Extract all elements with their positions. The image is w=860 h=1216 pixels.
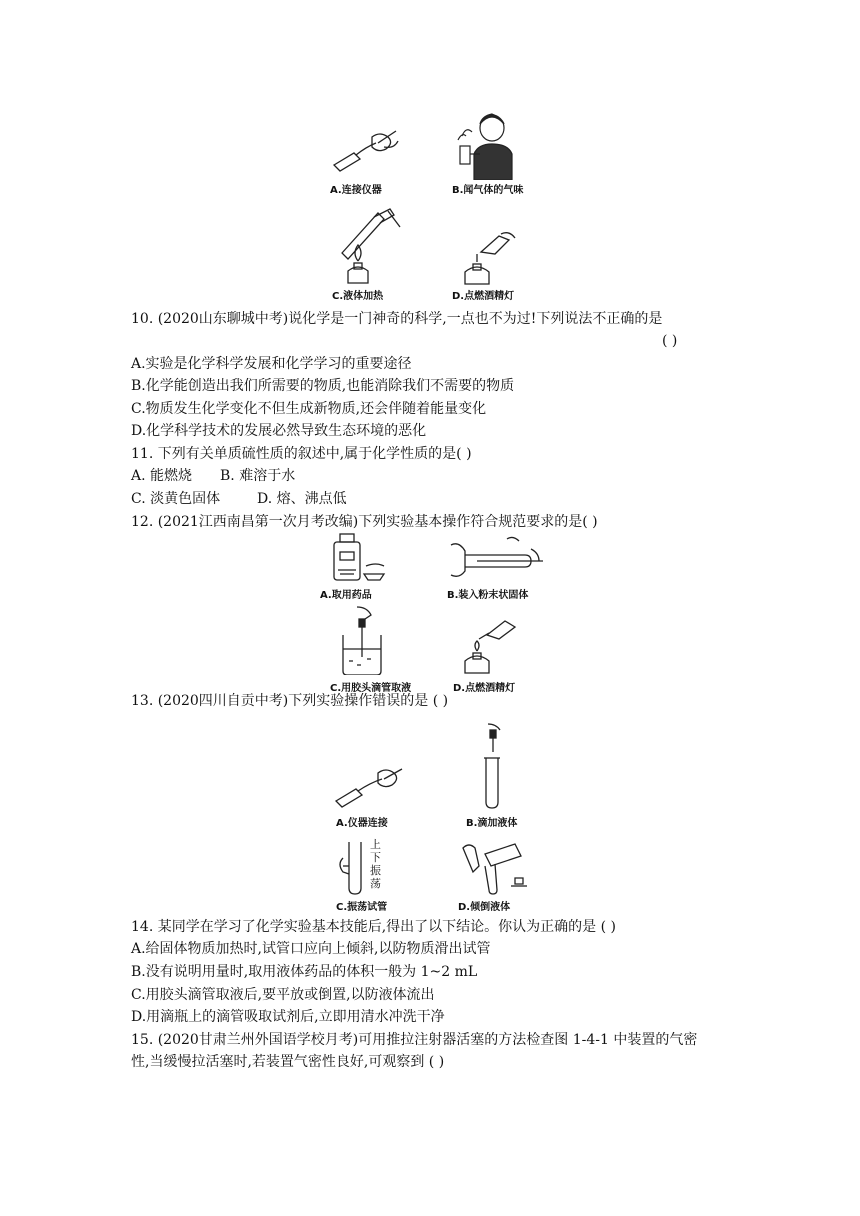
q11-option-a: A. 能燃烧: [131, 468, 193, 484]
q10-option-b: B.化学能创造出我们所需要的物质,也能消除我们不需要的物质: [131, 378, 515, 394]
q14-option-c: C.用胶头滴管取液后,要平放或倒置,以防液体流出: [131, 987, 435, 1003]
figure-light-lamp: [455, 230, 525, 285]
figure-shake-tube: [335, 838, 375, 896]
q10-option-a: A.实验是化学科学发展和化学学习的重要途径: [131, 356, 412, 372]
figure-dropper-take-liquid: [335, 605, 395, 675]
figure-drop-liquid: [470, 722, 520, 810]
shake-label-char: 上: [370, 838, 381, 851]
question-10-stem: 10. (2020山东聊城中考)说化学是一门神奇的科学,一点也不为过!下列说法不正确的是: [131, 311, 663, 327]
caption-q12-c: C.用胶头滴管取液: [330, 683, 412, 694]
q10-option-d: D.化学科学技术的发展必然导致生态环境的恶化: [131, 423, 427, 439]
figure-pour-liquid: [455, 838, 535, 896]
question-13-stem: 13. (2020四川自贡中考)下列实验操作错误的是 ( ): [131, 693, 449, 709]
caption-q12-b: B.装入粉末状固体: [447, 590, 529, 601]
caption-q9-c: C.液体加热: [332, 291, 384, 302]
q14-option-d: D.用滴瓶上的滴管吸取试剂后,立即用清水冲洗干净: [131, 1009, 445, 1025]
caption-q9-a: A.连接仪器: [330, 185, 382, 196]
question-15-stem-line-1: 15. (2020甘肃兰州外国语学校月考)可用推拉注射器活塞的方法检查图 1-4-1 中装置的气密: [131, 1032, 698, 1048]
shake-label-char: 振: [370, 864, 381, 877]
q11-option-d: D. 熔、沸点低: [257, 491, 347, 507]
caption-q13-a: A.仪器连接: [336, 818, 388, 829]
figure-take-medicine: [330, 530, 390, 582]
question-10-answer-paren: ( ): [662, 333, 678, 349]
question-14-stem: 14. 某同学在学习了化学实验基本技能后,得出了以下结论。你认为正确的是 ( ): [131, 919, 616, 935]
q11-option-b: B. 难溶于水: [220, 468, 296, 484]
shake-label-char: 下: [370, 851, 381, 864]
q10-option-c: C.物质发生化学变化不但生成新物质,还会伴随着能量变化: [131, 401, 487, 417]
shake-direction-label: [370, 838, 384, 890]
figure-smell-gas: [448, 110, 528, 180]
q14-option-b: B.没有说明用量时,取用液体药品的体积一般为 1~2 mL: [131, 964, 478, 980]
figure-load-powder: [447, 535, 547, 580]
figure-light-lamp-2: [455, 615, 525, 675]
figure-heat-liquid: [328, 205, 408, 285]
question-11-stem: 11. 下列有关单质硫性质的叙述中,属于化学性质的是( ): [131, 446, 472, 462]
caption-q12-d: D.点燃酒精灯: [453, 683, 516, 694]
figure-connect-instrument: [326, 125, 406, 175]
shake-label-char: 荡: [370, 877, 381, 890]
caption-q9-d: D.点燃酒精灯: [452, 291, 515, 302]
figure-instrument-connect: [330, 765, 410, 810]
q11-option-c: C. 淡黄色固体: [131, 491, 221, 507]
caption-q9-b: B.闻气体的气味: [452, 185, 524, 196]
caption-q12-a: A.取用药品: [320, 590, 372, 601]
q14-option-a: A.给固体物质加热时,试管口应向上倾斜,以防物质滑出试管: [131, 941, 491, 957]
question-15-stem-line-2: 性,当缓慢拉活塞时,若装置气密性良好,可观察到 ( ): [131, 1054, 445, 1070]
caption-q13-c: C.振荡试管: [336, 902, 388, 913]
question-12-stem: 12. (2021江西南昌第一次月考改编)下列实验基本操作符合规范要求的是( ): [131, 514, 598, 530]
caption-q13-d: D.倾倒液体: [458, 902, 511, 913]
caption-q13-b: B.滴加液体: [466, 818, 518, 829]
